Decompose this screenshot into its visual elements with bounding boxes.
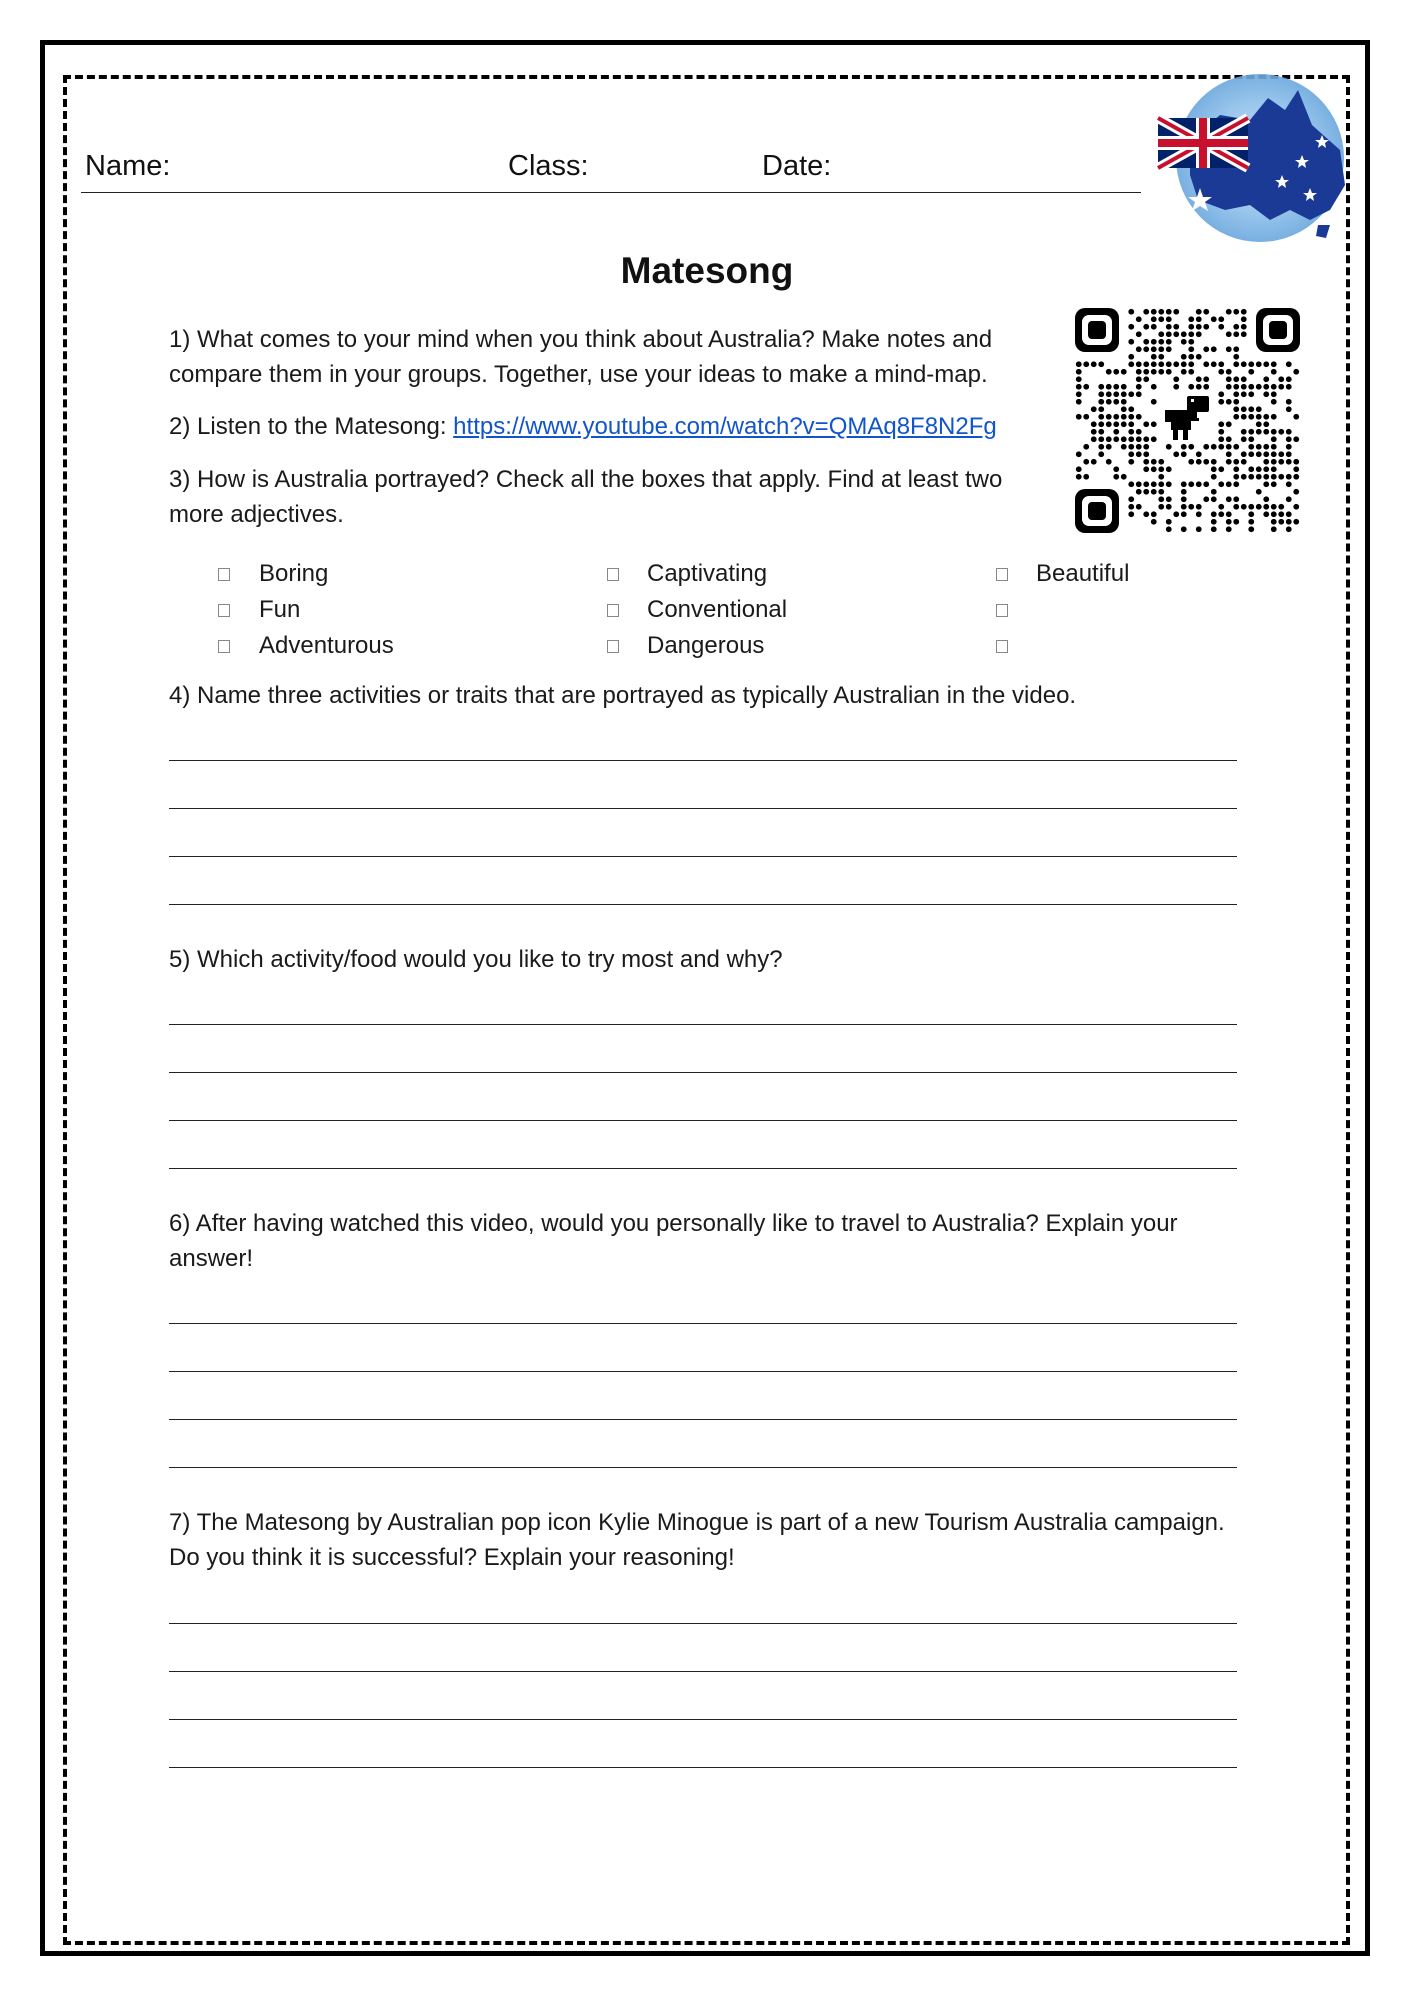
checkbox-icon[interactable] bbox=[996, 604, 1008, 617]
checkbox-label: Captivating bbox=[647, 560, 768, 587]
answer-line[interactable] bbox=[169, 1371, 1237, 1372]
answer-line[interactable] bbox=[169, 1419, 1237, 1420]
checkbox-icon[interactable] bbox=[218, 640, 230, 653]
youtube-link[interactable]: https://www.youtube.com/watch?v=QMAq8F8N2Fg bbox=[453, 413, 997, 440]
answer-line[interactable] bbox=[169, 1767, 1237, 1768]
checkbox-label: Dangerous bbox=[647, 632, 765, 659]
question-2 bbox=[169, 409, 1069, 444]
question-1: 1) What comes to your mind when you think about Australia? Make notes and compare them in your groups. Together, use your ideas to make a mind-map. bbox=[169, 326, 993, 388]
page-title: Matesong bbox=[620, 250, 794, 291]
answer-line[interactable] bbox=[169, 1323, 1237, 1324]
question-5: 5) Which activity/food would you like to try most and why? bbox=[169, 946, 783, 973]
checkbox-icon[interactable] bbox=[607, 640, 619, 653]
qr-code-icon[interactable] bbox=[1075, 308, 1300, 533]
answer-line[interactable] bbox=[169, 856, 1237, 857]
checkbox-icon[interactable] bbox=[218, 568, 230, 581]
answer-line[interactable] bbox=[169, 1168, 1237, 1169]
checkbox-icon[interactable] bbox=[607, 568, 619, 581]
answer-line[interactable] bbox=[169, 1024, 1237, 1025]
answer-line[interactable] bbox=[169, 1467, 1237, 1468]
answer-line[interactable] bbox=[169, 1719, 1237, 1720]
question-2-text: 2) Listen to the Matesong: bbox=[169, 413, 454, 440]
answer-line[interactable] bbox=[169, 760, 1237, 761]
answer-line[interactable] bbox=[169, 904, 1237, 905]
checkbox-icon[interactable] bbox=[218, 604, 230, 617]
date-label: Date: bbox=[762, 150, 832, 182]
checkbox-label: Boring bbox=[259, 560, 329, 587]
class-label: Class: bbox=[508, 150, 589, 182]
checkbox-label: Conventional bbox=[647, 596, 788, 623]
answer-line[interactable] bbox=[169, 808, 1237, 809]
question-4: 4) Name three activities or traits that are portrayed as typically Australian in the video. bbox=[169, 682, 1077, 709]
checkbox-icon[interactable] bbox=[996, 640, 1008, 653]
australia-map-flag-icon bbox=[1150, 70, 1350, 250]
header-underline bbox=[81, 192, 1141, 193]
answer-line[interactable] bbox=[169, 1623, 1237, 1624]
checkbox-icon[interactable] bbox=[996, 568, 1008, 581]
question-3: 3) How is Australia portrayed? Check all the boxes that apply. Find at least two more adjectives. bbox=[169, 466, 1003, 528]
checkbox-label: Adventurous bbox=[259, 632, 394, 659]
checkbox-label: Fun bbox=[259, 596, 301, 623]
checkbox-icon[interactable] bbox=[607, 604, 619, 617]
question-6: 6) After having watched this video, would you personally like to travel to Australia? Explain your answer! bbox=[169, 1210, 1178, 1272]
name-label: Name: bbox=[85, 150, 171, 182]
checkbox-label: Beautiful bbox=[1036, 560, 1130, 587]
question-7: 7) The Matesong by Australian pop icon Kylie Minogue is part of a new Tourism Australia campaign. Do you think it is successful? Explain your reasoning! bbox=[169, 1509, 1225, 1571]
answer-line[interactable] bbox=[169, 1671, 1237, 1672]
answer-line[interactable] bbox=[169, 1120, 1237, 1121]
answer-line[interactable] bbox=[169, 1072, 1237, 1073]
